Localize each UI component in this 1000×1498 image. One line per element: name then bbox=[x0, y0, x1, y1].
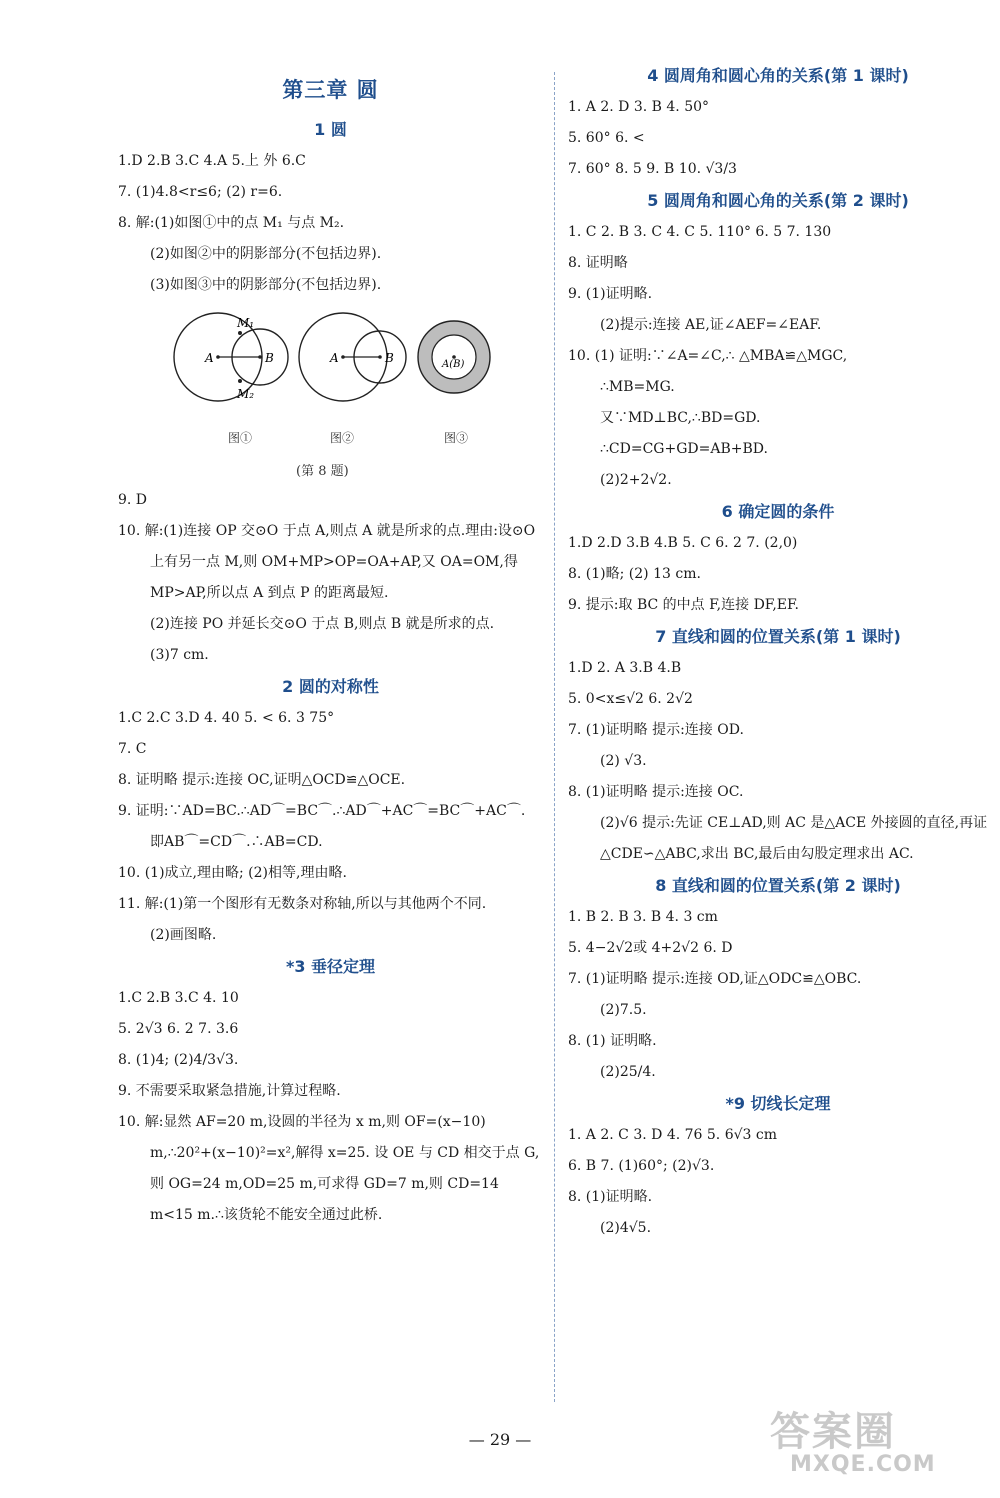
answer-line: 9. 不需要采取紧急措施,计算过程略. bbox=[118, 1083, 341, 1099]
answer-line: 10. 解:(1)连接 OP 交⊙O 于点 A,则点 A 就是所求的点.理由:设⊙O 上有另一点 M,则 OM+MP>OP=OA+AP,又 OA=OM,得 MP>AP,所以点 A 到点 P 的距离最短. bbox=[118, 523, 536, 601]
right-column bbox=[568, 60, 988, 1244]
answer-line: 1.D 2. A 3.B 4.B bbox=[568, 660, 682, 676]
answer-line: (2)如图②中的阴影部分(不包括边界). bbox=[150, 246, 382, 262]
answer-line: 9. 提示:取 BC 的中点 F,连接 DF,EF. bbox=[568, 597, 799, 613]
answer-line: (2)2+2√2. bbox=[600, 472, 672, 488]
answer-line: 8. 证明略 bbox=[568, 255, 628, 271]
chapter-title: 第三章 圆 bbox=[282, 78, 379, 102]
section-title-3: *3 垂径定理 bbox=[285, 957, 376, 976]
fig-label: B bbox=[265, 351, 274, 365]
answer-line: 9. (1)证明略. bbox=[568, 286, 653, 302]
answer-line: 5. 4−2√2或 4+2√2 6. D bbox=[568, 940, 733, 956]
answer-line: (2)画图略. bbox=[150, 927, 217, 943]
section-title-1: 1 圆 bbox=[314, 120, 347, 139]
answer-line: 10. (1)成立,理由略; (2)相等,理由略. bbox=[118, 865, 347, 881]
answer-line: 8. (1)略; (2) 13 cm. bbox=[568, 566, 701, 582]
figure-note: (第 8 题) bbox=[296, 464, 349, 479]
fig-label: A bbox=[330, 351, 339, 365]
answer-line: (2)连接 PO 并延长交⊙O 于点 B,则点 B 就是所求的点. bbox=[150, 616, 495, 632]
answer-line: 1.C 2.B 3.C 4. 10 bbox=[118, 990, 239, 1006]
answer-line: (2)√6 提示:先证 CE⊥AD,则 AC 是△ACE 外接圆的直径,再证△CDE∽△ABC,求出 BC,最后由勾股定理求出 AC. bbox=[600, 815, 988, 862]
answer-line: 8. (1) 证明略. bbox=[568, 1033, 657, 1049]
figure-3 bbox=[418, 321, 490, 393]
answer-line: 1. C 2. B 3. C 4. C 5. 110° 6. 5 7. 130 bbox=[568, 224, 832, 240]
fig-label: A bbox=[205, 351, 214, 365]
figure-2 bbox=[299, 313, 406, 401]
answer-line: (3)如图③中的阴影部分(不包括边界). bbox=[150, 277, 382, 293]
answer-line: 7. 60° 8. 5 9. B 10. √3/3 bbox=[568, 161, 737, 177]
answer-line: 7. (1)证明略 提示:连接 OD,证△ODC≌△OBC. bbox=[568, 971, 862, 987]
answer-line: 7. (1)4.8<r≤6; (2) r=6. bbox=[118, 184, 283, 200]
answer-line: ∴CD=CG+GD=AB+BD. bbox=[600, 441, 768, 457]
answer-line: 1. B 2. B 3. B 4. 3 cm bbox=[568, 909, 718, 925]
section-title-7: 7 直线和圆的位置关系(第 1 课时) bbox=[655, 627, 901, 646]
watermark bbox=[760, 1400, 990, 1490]
answer-line: (3)7 cm. bbox=[150, 647, 209, 663]
answer-line: (2)4√5. bbox=[600, 1220, 652, 1236]
section-title-5: 5 圆周角和圆心角的关系(第 2 课时) bbox=[647, 191, 909, 210]
answer-line: (2)7.5. bbox=[600, 1002, 647, 1018]
answer-line: 5. 2√3 6. 2 7. 3.6 bbox=[118, 1021, 239, 1037]
fig-label: A(B) bbox=[442, 359, 465, 370]
figure-caption: 图① bbox=[228, 431, 253, 445]
answer-line: 6. B 7. (1)60°; (2)√3. bbox=[568, 1158, 715, 1174]
figure-q8 bbox=[118, 305, 543, 481]
fig-label: M₁ bbox=[237, 316, 255, 330]
answer-line: 1. A 2. C 3. D 4. 76 5. 6√3 cm bbox=[568, 1127, 778, 1143]
answer-line: (2)提示:连接 AE,证∠AEF=∠EAF. bbox=[600, 317, 822, 333]
answer-line: 1.C 2.C 3.D 4. 40 5. < 6. 3 75° bbox=[118, 710, 335, 726]
answer-line: 1. A 2. D 3. B 4. 50° bbox=[568, 99, 710, 115]
circle-diagrams bbox=[158, 305, 498, 420]
watermark-logo-text: 答案圈 bbox=[770, 1409, 896, 1455]
section-title-6: 6 确定圆的条件 bbox=[721, 502, 835, 521]
watermark-url: MXQE.COM bbox=[790, 1452, 936, 1477]
fig-label: M₂ bbox=[237, 387, 255, 401]
column-divider bbox=[554, 72, 555, 1402]
answer-line: 8. (1)4; (2)4/3√3. bbox=[118, 1052, 239, 1068]
answer-line: 1.D 2.D 3.B 4.B 5. C 6. 2 7. (2,0) bbox=[568, 535, 798, 551]
page-number: — 29 — bbox=[468, 1430, 532, 1449]
answer-line: 11. 解:(1)第一个图形有无数条对称轴,所以与其他两个不同. bbox=[118, 896, 487, 912]
left-column bbox=[118, 60, 543, 1231]
answer-line: 8. (1)证明略 提示:连接 OC. bbox=[568, 784, 744, 800]
answer-line: (2) √3. bbox=[600, 753, 647, 769]
answer-line: 又∵MD⊥BC,∴BD=GD. bbox=[600, 410, 761, 426]
figure-caption: 图② bbox=[330, 431, 355, 445]
answer-line: (2)25/4. bbox=[600, 1064, 656, 1080]
fig-label: B bbox=[385, 351, 394, 365]
answer-line: 7. C bbox=[118, 741, 147, 757]
answer-line: 5. 0<x≤√2 6. 2√2 bbox=[568, 691, 693, 707]
figure-1 bbox=[174, 313, 288, 401]
answer-line: 5. 60° 6. < bbox=[568, 130, 645, 146]
figure-caption: 图③ bbox=[444, 431, 469, 445]
answer-line: 9. 证明:∵AD=BC.∴AD⌒=BC⌒.∴AD⌒+AC⌒=BC⌒+AC⌒. bbox=[118, 803, 526, 819]
answer-line: 7. (1)证明略 提示:连接 OD. bbox=[568, 722, 744, 738]
section-title-4: 4 圆周角和圆心角的关系(第 1 课时) bbox=[647, 66, 909, 85]
section-title-8: 8 直线和圆的位置关系(第 2 课时) bbox=[655, 876, 901, 895]
section-title-2: 2 圆的对称性 bbox=[282, 677, 379, 696]
answer-line: 即AB⌒=CD⌒.∴AB=CD. bbox=[150, 834, 323, 850]
section-title-9: *9 切线长定理 bbox=[725, 1094, 831, 1113]
answer-line: 10. 解:显然 AF=20 m,设圆的半径为 x m,则 OF=(x−10) m,∴20²+(x−10)²=x²,解得 x=25. 设 OE 与 CD 相交于点 G,则 OG=24 m,OD=25 m,可求得 GD=7 m,则 CD=14 m<15 m.∴该货轮不能安全通过此桥. bbox=[118, 1114, 540, 1223]
answer-line: 8. 解:(1)如图①中的点 M₁ 与点 M₂. bbox=[118, 215, 345, 231]
answer-line: 1.D 2.B 3.C 4.A 5.上 外 6.C bbox=[118, 153, 306, 169]
answer-line: 8. (1)证明略. bbox=[568, 1189, 653, 1205]
answer-line: 9. D bbox=[118, 492, 148, 508]
answer-line: 8. 证明略 提示:连接 OC,证明△OCD≌△OCE. bbox=[118, 772, 406, 788]
answer-line: ∴MB=MG. bbox=[600, 379, 675, 395]
answer-line: 10. (1) 证明:∵∠A=∠C,∴ △MBA≌△MGC, bbox=[568, 348, 848, 364]
